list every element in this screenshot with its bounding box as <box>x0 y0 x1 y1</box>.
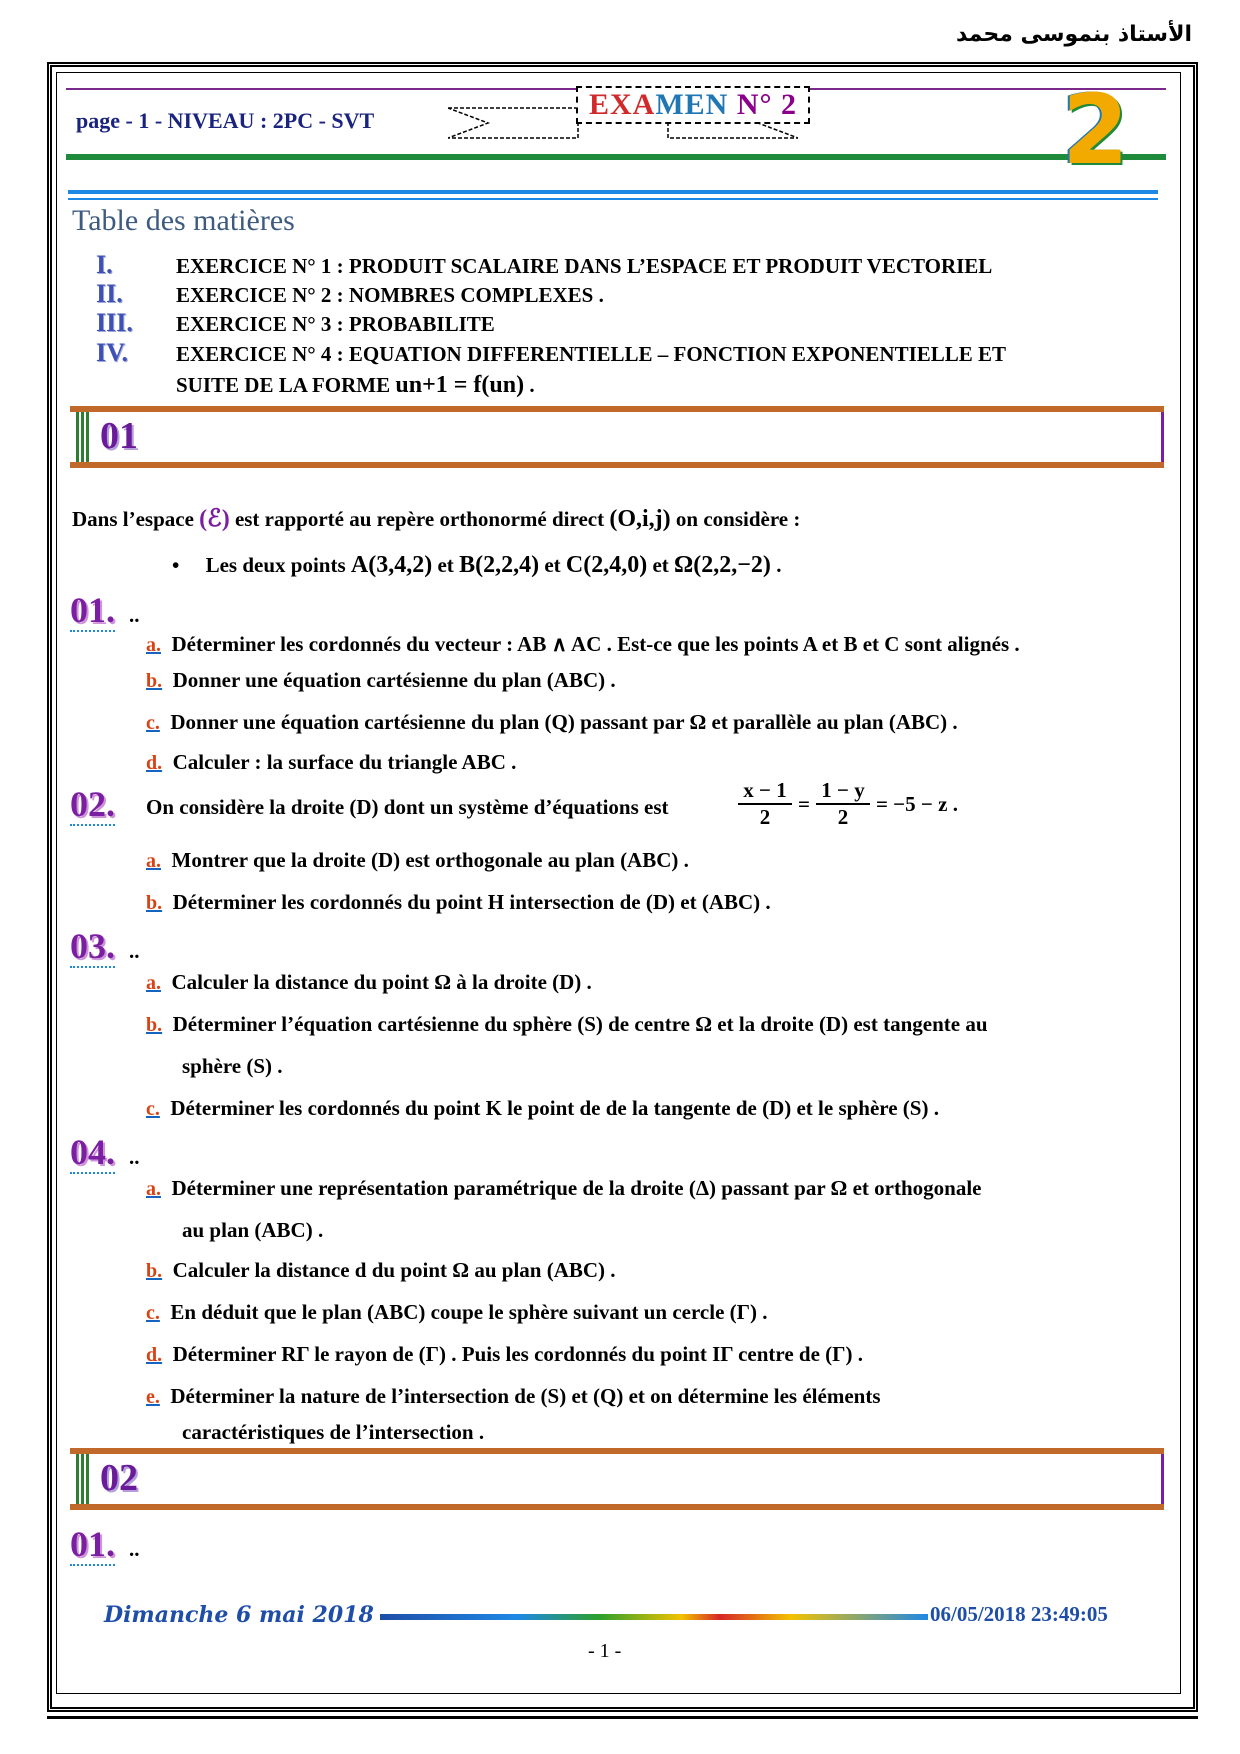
q2-item-a: a. Montrer que la droite (D) est orthogonale au plan (ABC) . <box>146 848 689 872</box>
q4-item-a-continued: au plan (ABC) . <box>182 1218 324 1242</box>
exam-number-logo: 2 <box>1062 74 1129 186</box>
q1-item-b: b. Donner une équation cartésienne du plan (ABC) . <box>146 668 616 692</box>
toc-item: III. EXERCICE N° 3 : PROBABILITE <box>96 308 495 337</box>
question-4: 04. .. <box>70 1132 140 1172</box>
bullet-icon: • <box>172 553 201 577</box>
q2-item-b: b. Déterminer les cordonnés du point H intersection de (D) et (ABC) . <box>146 890 771 914</box>
intro-line-1: Dans l’espace (ℰ) est rapporté au repère orthonormé direct (O,i,j) on considère : <box>72 506 801 532</box>
toc-item: II. EXERCICE N° 2 : NOMBRES COMPLEXES . <box>96 279 604 308</box>
q3-item-a: a. Calculer la distance du point Ω à la droite (D) . <box>146 970 592 994</box>
question-3: 03. .. <box>70 926 140 966</box>
toc-item: IV. EXERCICE N° 4 : EQUATION DIFFERENTIELLE – FONCTION EXPONENTIELLE ET <box>96 338 1007 367</box>
header-bottom-line <box>66 154 1166 160</box>
question-1: 01. .. <box>70 590 140 630</box>
intro-line-2: • Les deux points A(3,4,2) et B(2,2,4) et C(2,4,0) et Ω(2,2,−2) . <box>172 552 782 578</box>
q4-item-a: a. Déterminer une représentation paramétrique de la droite (Δ) passant par Ω et orthogonale <box>146 1176 982 1200</box>
divider <box>68 198 1158 200</box>
footer-date: Dimanche 6 mai 2018 <box>104 1602 374 1628</box>
section-header-2: 02 <box>70 1448 1164 1510</box>
q4-item-d: d. Déterminer RΓ le rayon de (Γ) . Puis les cordonnés du point IΓ centre de (Γ) . <box>146 1342 863 1366</box>
q1-item-a: a. Déterminer les cordonnés du vecteur : AB ∧ AC . Est-ce que les points A et B et C sont alignés . <box>146 632 1020 656</box>
page-info: page - 1 - NIVEAU : 2PC - SVT <box>76 108 375 133</box>
q3-item-c: c. Déterminer les cordonnés du point K le point de de la tangente de (D) et le sphère (S) . <box>146 1096 939 1120</box>
q4-item-e-continued: caractéristiques de l’intersection . <box>182 1420 485 1444</box>
exam-title: EXAMEN N° 2 <box>576 86 810 124</box>
q4-item-c: c. En déduit que le plan (ABC) coupe le sphère suivant un cercle (Γ) . <box>146 1300 768 1324</box>
footer-rainbow-bar <box>380 1614 928 1620</box>
toc-item-continued: SUITE DE LA FORME un+1 = f(un) . <box>176 372 535 398</box>
footer-timestamp: 06/05/2018 23:49:05 <box>930 1602 1108 1626</box>
q1-item-c: c. Donner une équation cartésienne du plan (Q) passant par Ω et parallèle au plan (ABC) . <box>146 710 958 734</box>
q3-item-b: b. Déterminer l’équation cartésienne du sphère (S) de centre Ω et la droite (D) est tangente au <box>146 1012 988 1036</box>
section-header-1: 01 <box>70 406 1164 468</box>
bottom-rule <box>47 1716 1198 1719</box>
s2-question-1: 01. .. <box>70 1524 140 1564</box>
q1-item-d: d. Calculer : la surface du triangle ABC . <box>146 750 517 774</box>
q2-equation: $\frac{x - 1}{2}$ = $\frac{1 - y}{2}$ = −5 − z . <box>738 778 958 830</box>
q4-item-e: e. Déterminer la nature de l’intersection de (S) et (Q) et on détermine les éléments <box>146 1384 881 1408</box>
toc-title: Table des matières <box>72 204 295 237</box>
q4-item-b: b. Calculer la distance d du point Ω au plan (ABC) . <box>146 1258 616 1282</box>
page-number: - 1 - <box>588 1640 622 1662</box>
divider <box>68 190 1158 194</box>
q2-statement: On considère la droite (D) dont un système d’équations est <box>146 795 669 819</box>
toc-item: I. EXERCICE N° 1 : PRODUIT SCALAIRE DANS L’ESPACE ET PRODUIT VECTORIEL <box>96 250 993 279</box>
question-2: 02. <box>70 784 115 824</box>
q3-item-b-continued: sphère (S) . <box>182 1054 283 1078</box>
author-name: الأستاذ بنموسى محمد <box>955 22 1192 47</box>
